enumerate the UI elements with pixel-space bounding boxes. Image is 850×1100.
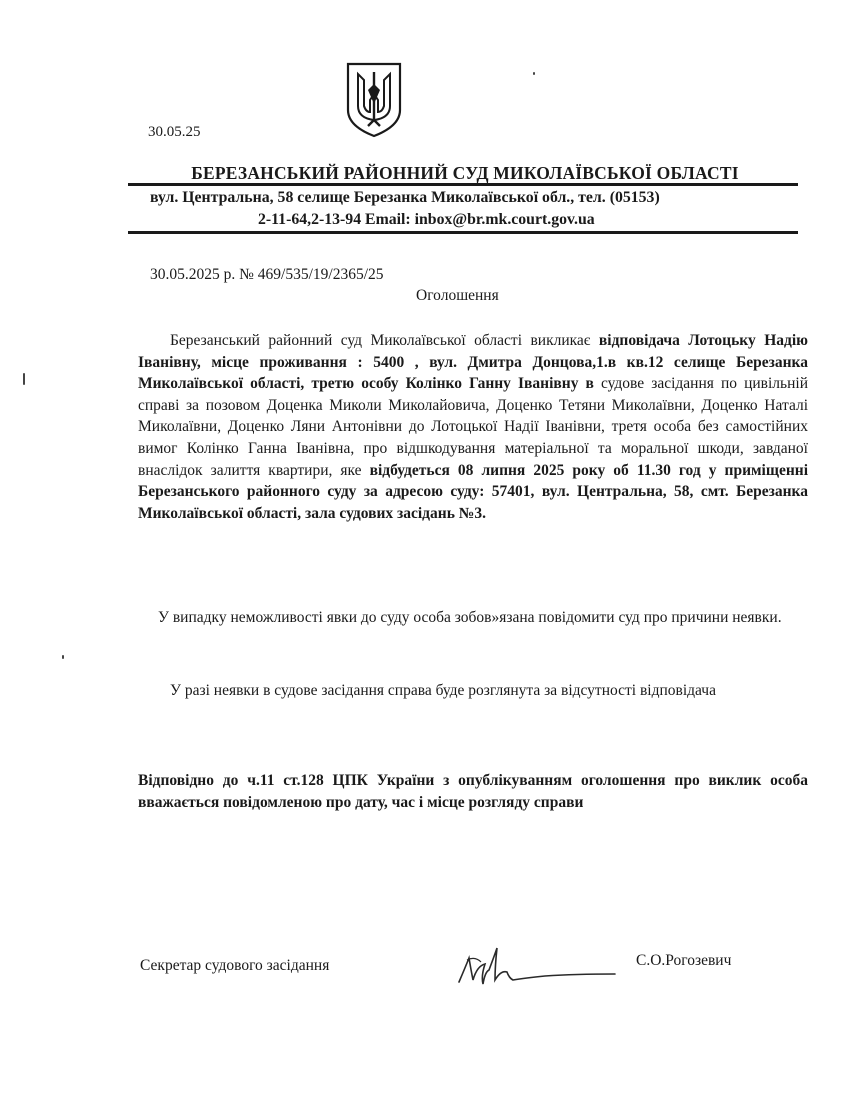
case-details: судове засідання по цивільній справі за позовом Доценка Миколи Миколайовича, Доценко Тетяни Миколаївни, Доценко Наталі Миколаївни, Доценко Ляни Антонівни до Лотоцької Надії Іванівни, третя особа без самостійних вимог Колінко Ганна Іванівна, про відшкодування матеріальної та моральної шкоди, завданої внаслідок залиття квартири, яке: [138, 375, 809, 479]
legal-basis-text: Відповідно до ч.11 ст.128 ЦПК України з опублікуванням оголошення про виклик особа вважається повідомленою про дату, час і місце розгляду справи: [138, 772, 808, 811]
document-heading: Оголошення: [416, 287, 499, 304]
hearing-details: відбудеться 08 липня 2025 року об 11.30 год у приміщенні Березанського районного суду за адресою суду: 57401, вул. Центральна, 58, смт. Березанка Миколаївської області, зала судових засідань №3.: [138, 461, 808, 522]
summons-paragraph: [138, 330, 808, 524]
secretary-name: С.О.Рогозевич: [636, 952, 732, 969]
scan-speck: [533, 72, 535, 75]
summons-intro: Березанський районний суд Миколаївської області викликає: [170, 332, 599, 349]
legal-basis-paragraph: [138, 770, 808, 813]
absence-notice-text: У випадку неможливості явки до суду особа зобов»язана повідомити суд про причини неявки.: [158, 609, 782, 626]
handwritten-signature: [455, 940, 620, 990]
scan-speck: [23, 373, 25, 385]
default-judgment-text: У разі неявки в судове засідання справа буде розглянута за відсутності відповідача: [170, 682, 716, 699]
court-address-line-1: вул. Центральна, 58 селище Березанка Миколаївської обл., тел. (05153): [150, 189, 660, 206]
coat-of-arms-emblem: [344, 60, 404, 138]
absence-notice-paragraph: [138, 607, 808, 629]
header-divider-bottom: [128, 231, 798, 234]
header-divider-top: [128, 183, 798, 186]
document-reference: 30.05.2025 р. № 469/535/19/2365/25: [150, 266, 384, 283]
header-date: 30.05.25: [148, 124, 201, 140]
scan-speck: [62, 655, 64, 659]
default-judgment-paragraph: [138, 680, 808, 702]
defendant-details: відповідача Лотоцьку Надію Іванівну, місце проживання : 5400 , вул. Дмитра Донцова,1.в кв.12 селище Березанка Миколаївської області, третю особу Колінко Ганну Іванівну в: [138, 332, 808, 393]
secretary-label: Секретар судового засідання: [140, 957, 330, 974]
court-name-heading: БЕРЕЗАНСЬКИЙ РАЙОННИЙ СУД МИКОЛАЇВСЬКОЇ ОБЛАСТІ: [191, 163, 739, 183]
court-address-line-2: 2-11-64,2-13-94 Email: inbox@br.mk.court.gov.ua: [258, 211, 595, 228]
